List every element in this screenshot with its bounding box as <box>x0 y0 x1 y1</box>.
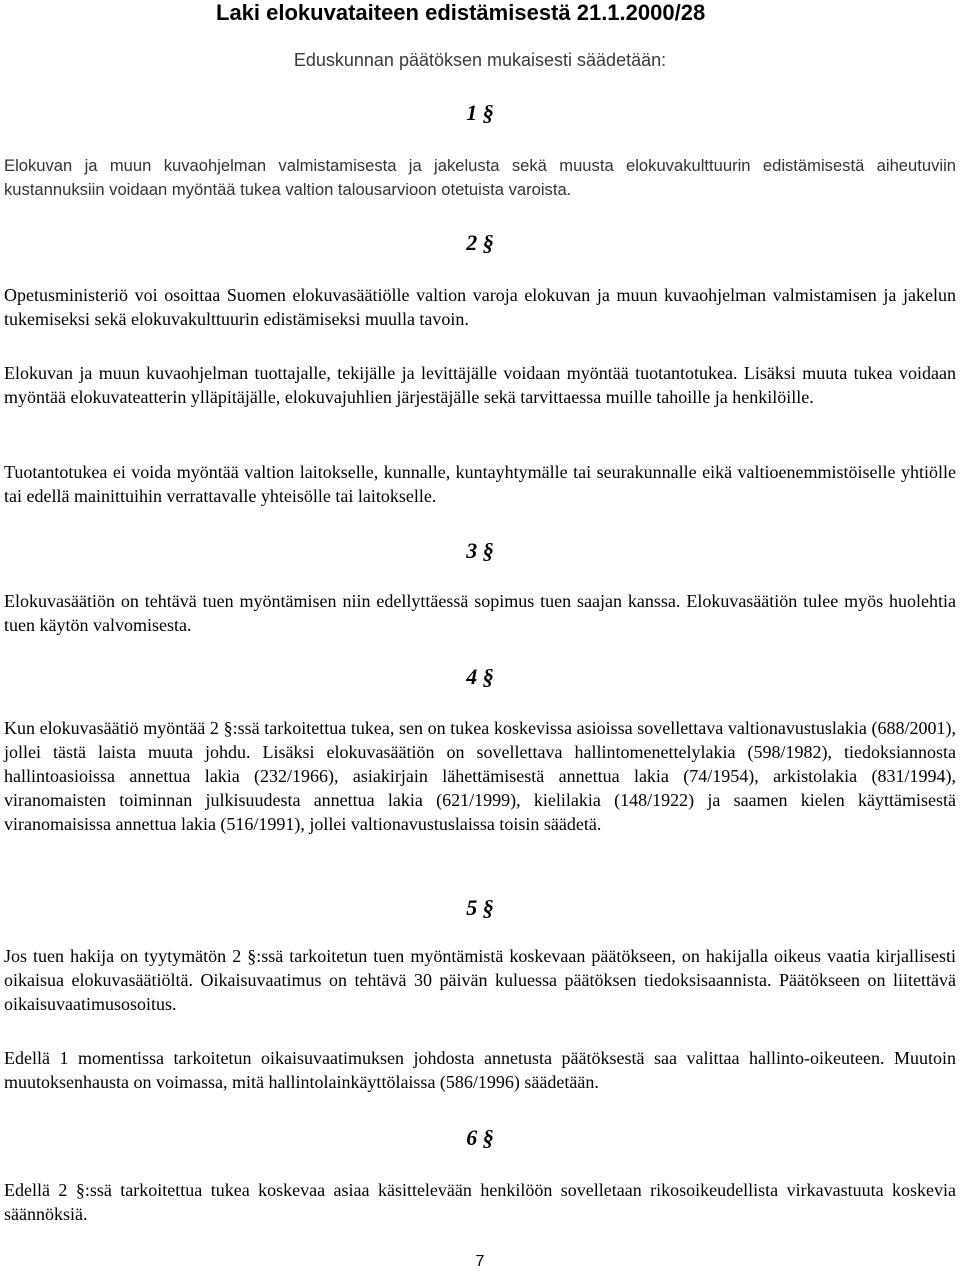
section-6-paragraph-1: Edellä 2 §:ssä tarkoitettua tukea koskevaa asiaa käsittelevään henkilöön sovelletaan rikosoikeudellista virkavastuuta koskevia säännöksiä. <box>4 1180 956 1224</box>
section-2-paragraph-3: Tuotantotukea ei voida myöntää valtion laitokselle, kunnalle, kuntayhtymälle tai seurakunnalle eikä valtioenemmistöiselle yhtiölle tai edellä mainittuihin verrattavalle yhteisölle tai laitokselle. <box>4 462 956 506</box>
section-5-paragraph-2: Edellä 1 momentissa tarkoitetun oikaisuvaatimuksen johdosta annetusta päätöksestä saa valittaa hallinto-oikeuteen. Muutoin muutoksenhausta on voimassa, mitä hallintolainkäyttölaissa (586/1996) säädetään. <box>4 1048 956 1092</box>
section-3-paragraph-1: Elokuvasäätiön on tehtävä tuen myöntämisen niin edellyttäessä sopimus tuen saajan kanssa. Elokuvasäätiön tulee myös huolehtia tuen käytön valvomisesta. <box>4 591 956 635</box>
section-4-heading: 4 § <box>466 664 494 689</box>
enactment-clause: Eduskunnan päätöksen mukaisesti säädetään: <box>293 50 667 70</box>
section-2-paragraph-2: Elokuvan ja muun kuvaohjelman tuottajalle, tekijälle ja levittäjälle voidaan myöntää tuotantotukea. Lisäksi muuta tukea voidaan myöntää elokuvateatterin ylläpitäjälle, elokuvajuhlien järjestäjälle sekä tarvittaessa muille tahoille ja henkilöille. <box>4 363 956 407</box>
page-number: 7 <box>475 1253 485 1270</box>
section-5-heading: 5 § <box>466 895 494 920</box>
document-title: Laki elokuvataiteen edistämisestä 21.1.2000/28 <box>216 0 706 25</box>
section-1-heading: 1 § <box>466 100 494 125</box>
section-6-heading: 6 § <box>466 1125 494 1150</box>
section-2-heading: 2 § <box>466 230 494 255</box>
section-4-paragraph-1: Kun elokuvasäätiö myöntää 2 §:ssä tarkoitettua tukea, sen on tukea koskevissa asioissa sovellettava valtionavustuslakia (688/2001), jollei tästä laista muuta johdu. Lisäksi elokuvasäätiön on sovellettava hallintomenettelylakia (598/1982), tiedoksiannosta hallintoasioissa annettua lakia (232/1966), asiakirjain lähettämisestä annettua lakia (74/1954), arkistolakia (831/1994), viranomaisten toiminnan julkisuudesta annettua lakia (621/1999), kielilakia (148/1922) ja saamen kielen käyttämisestä viranomaisissa annettua lakia (516/1991), jollei valtionavustuslaissa toisin säädetä. <box>4 718 956 834</box>
section-2-paragraph-1: Opetusministeriö voi osoittaa Suomen elokuvasäätiölle valtion varoja elokuvan ja muun kuvaohjelman valmistamisen ja jakelun tukemiseksi sekä elokuvakulttuurin edistämiseksi muulla tavoin. <box>4 285 956 329</box>
section-5-paragraph-1: Jos tuen hakija on tyytymätön 2 §:ssä tarkoitetun tuen myöntämistä koskevaan päätökseen, on hakijalla oikeus vaatia kirjallisesti oikaisua elokuvasäätiöltä. Oikaisuvaatimus on tehtävä 30 päivän kuluessa päätöksen tiedoksisaannista. Päätökseen on liitettävä oikaisuvaatimusosoitus. <box>4 946 956 1014</box>
section-3-heading: 3 § <box>466 538 494 563</box>
section-1-paragraph-1: Elokuvan ja muun kuvaohjelman valmistamisesta ja jakelusta sekä muusta elokuvakulttuurin edistämisestä aiheutuviin kustannuksiin voidaan myöntää tukea valtion talousarvioon otetuista varoista. <box>4 156 956 199</box>
